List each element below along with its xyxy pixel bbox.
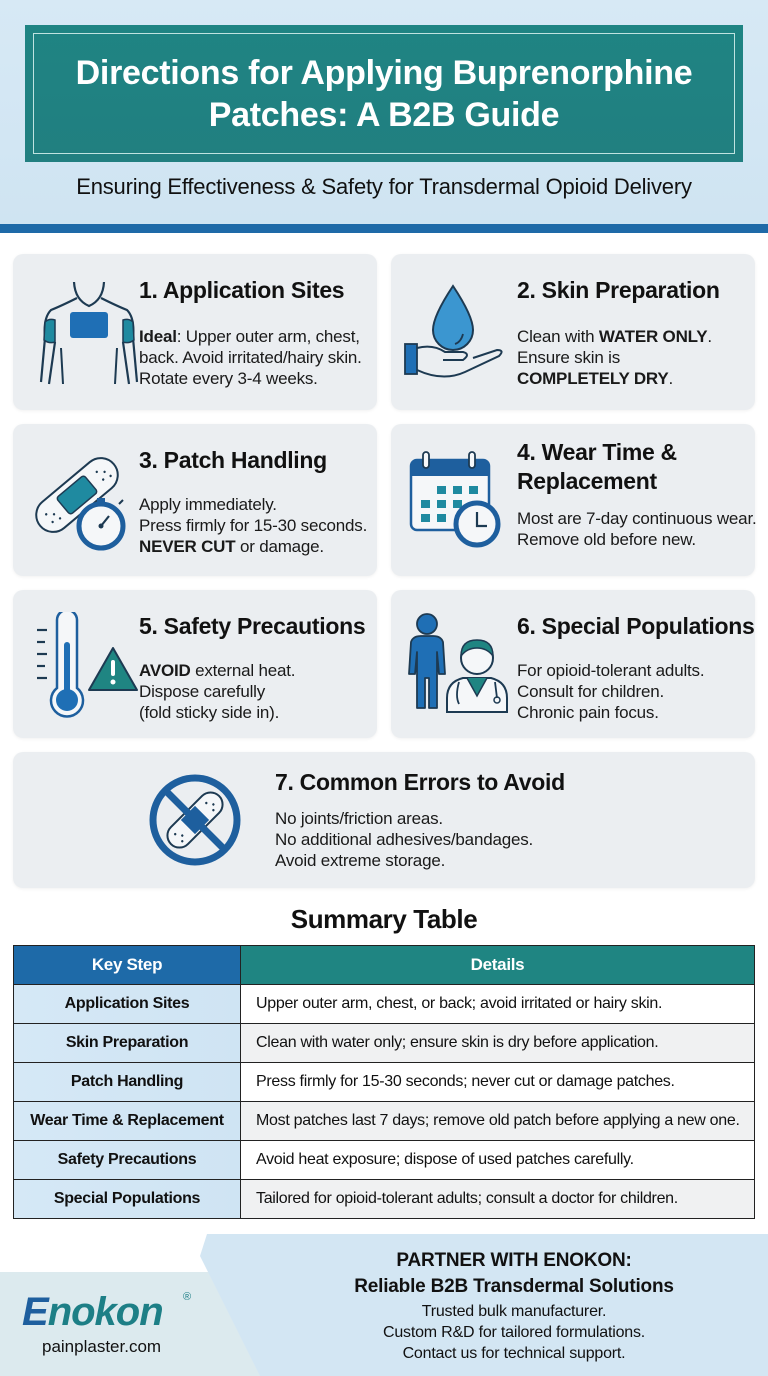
- cell-detail: Tailored for opioid-tolerant adults; consult a doctor for children.: [241, 1180, 755, 1219]
- card-body-line: Avoid extreme storage.: [275, 851, 446, 870]
- cell-detail: Most patches last 7 days; remove old patch before applying a new one.: [241, 1102, 755, 1141]
- brand-url-link[interactable]: painplaster.com: [42, 1337, 162, 1356]
- brand-logo: Enokon: [22, 1290, 163, 1334]
- cell-step: Safety Precautions: [14, 1141, 241, 1180]
- card-body-line: No additional adhesives/bandages.: [275, 830, 534, 849]
- card-patch-handling: [13, 424, 377, 576]
- card-body-line: Dispose carefully: [139, 682, 266, 701]
- card-skin-preparation: [391, 254, 755, 410]
- card-body-line: Press firmly for 15-30 seconds.: [139, 516, 368, 535]
- patch-stopwatch-icon: [27, 440, 139, 560]
- card-body-line: AVOID external heat.: [139, 661, 296, 680]
- card-body: [275, 808, 533, 871]
- card-body-line: (fold sticky side in).: [139, 703, 280, 722]
- card-title: 5. Safety Precautions: [139, 613, 366, 639]
- partner-point: Trusted bulk manufacturer.: [421, 1303, 607, 1320]
- torso-body-icon: [39, 278, 139, 388]
- table-row: [14, 1024, 755, 1063]
- cell-detail: Clean with water only; ensure skin is dry before application.: [241, 1024, 755, 1063]
- cell-step: Application Sites: [14, 985, 241, 1024]
- table-row: [14, 1180, 755, 1219]
- page-title: Directions for Applying Buprenorphine Patches: A B2B Guide: [75, 53, 693, 134]
- card-body: [517, 660, 704, 723]
- page-subtitle: Ensuring Effectiveness & Safety for Transdermal Opioid Delivery: [76, 174, 692, 199]
- card-common-errors: [13, 752, 755, 888]
- card-title: 7. Common Errors to Avoid: [275, 769, 565, 795]
- card-body-line: Consult for children.: [517, 682, 664, 701]
- card-body-line: back. Avoid irritated/hairy skin.: [139, 348, 362, 367]
- summary-title: Summary Table: [290, 904, 478, 934]
- card-body-line: Chronic pain focus.: [517, 703, 659, 722]
- card-title: 3. Patch Handling: [139, 447, 327, 473]
- calendar-clock-icon: [409, 446, 509, 556]
- card-body-line: COMPLETELY DRY.: [517, 369, 674, 388]
- card-special-populations: [391, 590, 755, 738]
- card-body-line: For opioid-tolerant adults.: [517, 661, 705, 680]
- card-body-line: No joints/friction areas.: [275, 809, 443, 828]
- card-body: [517, 508, 757, 550]
- card-body-line: NEVER CUT or damage.: [139, 537, 324, 556]
- title-banner: [25, 25, 743, 162]
- card-body-line: Most are 7-day continuous wear.: [517, 509, 757, 528]
- registered-mark: ®: [183, 1291, 192, 1303]
- table-row: [14, 1063, 755, 1102]
- card-body-line: Rotate every 3-4 weeks.: [139, 369, 318, 388]
- cell-step: Special Populations: [14, 1180, 241, 1219]
- card-title: 4. Wear Time & Replacement: [517, 439, 677, 494]
- header-divider: [0, 224, 768, 233]
- cell-step: Patch Handling: [14, 1063, 241, 1102]
- card-wear-time: [391, 424, 755, 576]
- card-body: [139, 326, 362, 389]
- cell-step: Wear Time & Replacement: [14, 1102, 241, 1141]
- person-doctor-icon: [403, 612, 513, 722]
- partner-point: Custom R&D for tailored formulations.: [382, 1324, 646, 1341]
- table-row: [14, 985, 755, 1024]
- card-body: [517, 326, 712, 389]
- table-header-row: [14, 946, 755, 985]
- card-body-line: Remove old before new.: [517, 530, 696, 549]
- partner-points: [260, 1301, 768, 1364]
- cell-detail: Avoid heat exposure; dispose of used patches carefully.: [241, 1141, 755, 1180]
- card-title: 2. Skin Preparation: [517, 277, 720, 303]
- water-drop-hand-icon: [403, 282, 513, 392]
- cell-detail: Press firmly for 15-30 seconds; never cut or damage patches.: [241, 1063, 755, 1102]
- table-row: [14, 1141, 755, 1180]
- card-body-line: Clean with WATER ONLY.: [517, 327, 712, 346]
- column-header-key-step: Key Step: [14, 946, 241, 985]
- partner-point: Contact us for technical support.: [402, 1345, 626, 1362]
- partner-heading: PARTNER WITH ENOKON: Reliable B2B Transdermal Solutions: [354, 1250, 674, 1297]
- card-body-line: Apply immediately.: [139, 495, 277, 514]
- cell-detail: Upper outer arm, chest, or back; avoid irritated or hairy skin.: [241, 985, 755, 1024]
- card-body: [139, 660, 295, 723]
- cell-step: Skin Preparation: [14, 1024, 241, 1063]
- card-application-sites: [13, 254, 377, 410]
- card-safety-precautions: [13, 590, 377, 738]
- summary-table: [13, 945, 755, 1219]
- column-header-details: Details: [241, 946, 755, 985]
- no-bandage-icon: [147, 772, 243, 868]
- card-body: [139, 494, 367, 557]
- card-body-line: Ideal: Upper outer arm, chest,: [139, 327, 360, 346]
- card-title: 1. Application Sites: [139, 277, 345, 303]
- card-title: 6. Special Populations: [517, 613, 755, 639]
- table-row: [14, 1102, 755, 1141]
- card-body-line: Ensure skin is: [517, 348, 621, 367]
- thermometer-warning-icon: [35, 612, 141, 722]
